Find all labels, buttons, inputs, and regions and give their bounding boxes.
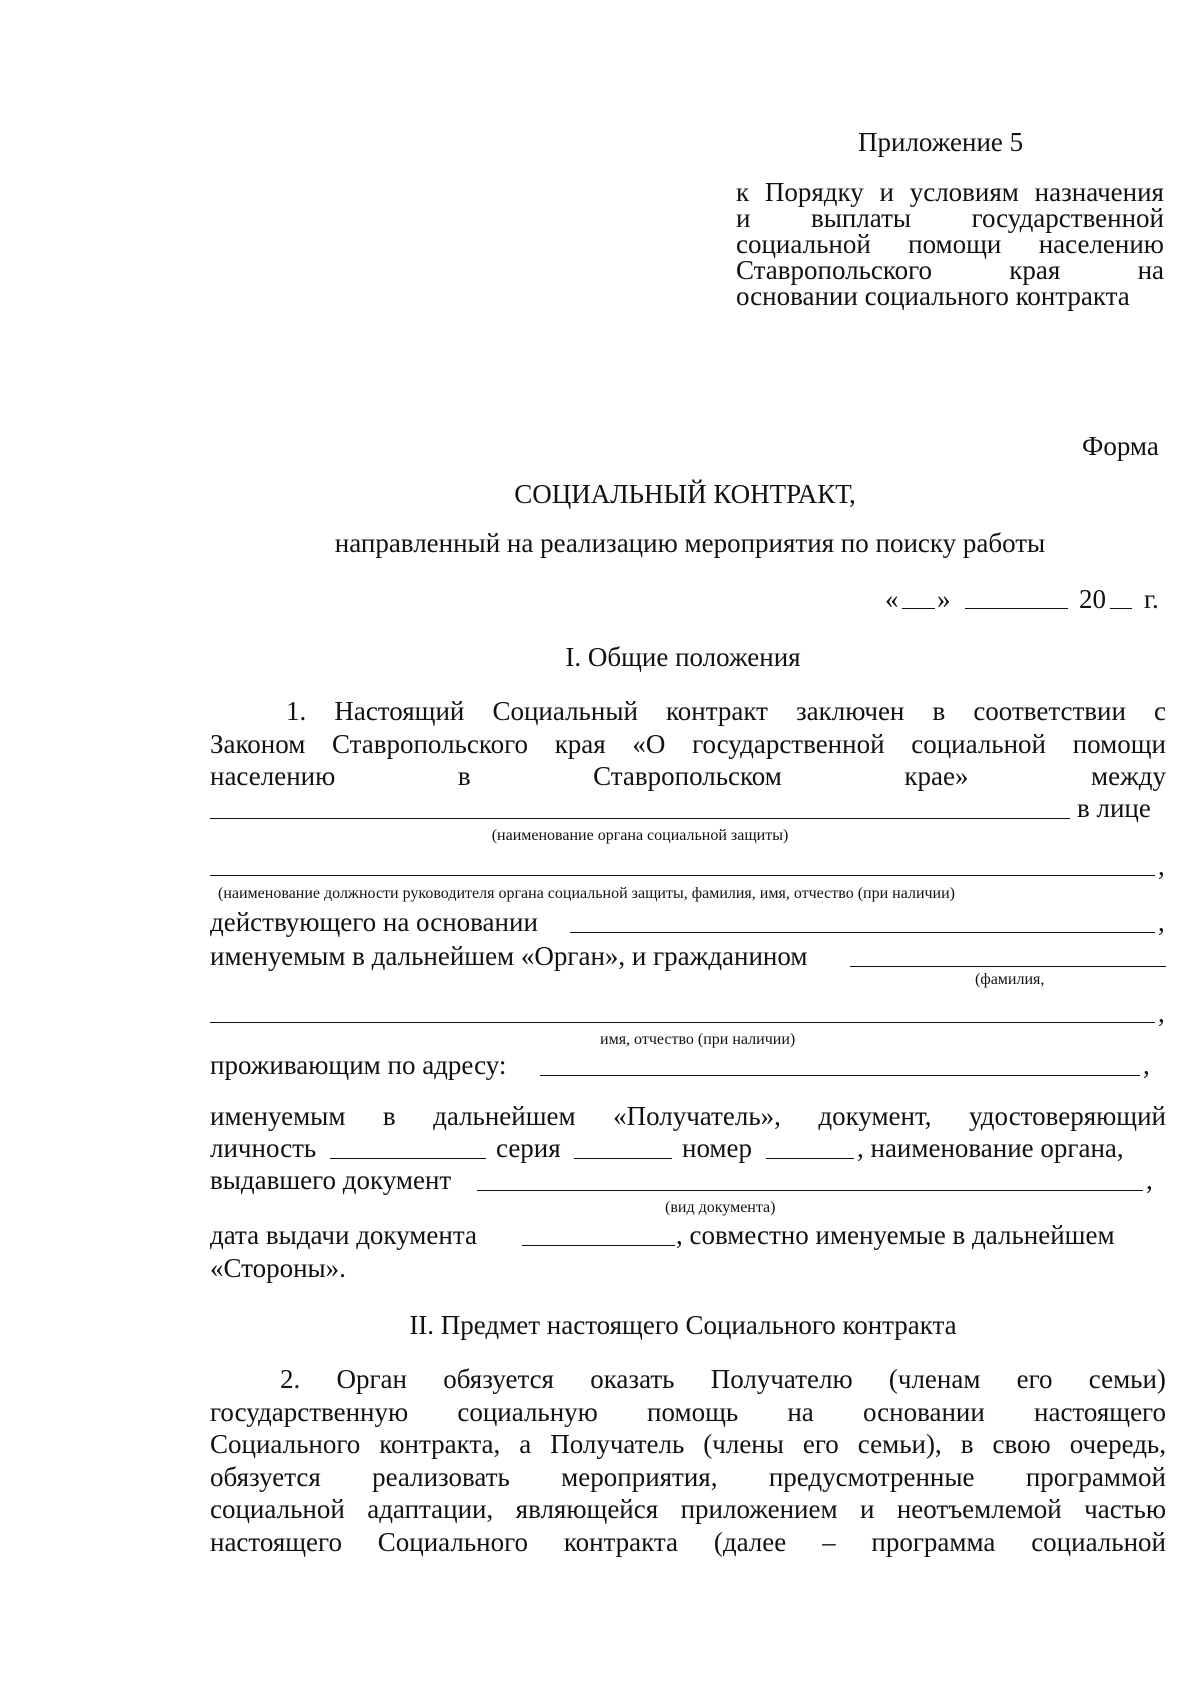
word: Законом: [210, 729, 306, 759]
word: документ,: [818, 1101, 932, 1131]
hint-surname: (фамилия,: [975, 971, 1045, 988]
named-organ-label: именуемым в дальнейшем «Орган», и гражданином: [210, 941, 808, 971]
word: помощь: [647, 1397, 739, 1427]
word: населению: [210, 761, 336, 791]
word: Получателю: [710, 1364, 853, 1394]
word: семьи): [1088, 1364, 1166, 1394]
hint-doc-type: (вид документа): [665, 1199, 776, 1216]
word: в: [932, 696, 946, 726]
paragraph-line: [286, 695, 1166, 727]
day-blank: [902, 608, 935, 609]
word: соответствии: [973, 696, 1126, 726]
document-page: Приложение 5 к Порядку и условиям назначения и выплаты государственной социальной помощи населению Ставропольского края на основании социального контракта Форма СОЦИАЛЬНЫЙ КОНТРАКТ, направленный на реализацию мероприятия по поиску работы « » 20 г. I. Общие положения 1. Настоящий Социальный контракт заключен в соответствии с Законом Ставропольского края «О государственной социальной помощи населению в Ставропольском крае» между в лице (наименование органа социальной защиты) , (наименование должности руководителя органа социальной защиты, фамилия, имя, отчество (при наличии) действующего на основании , именуемым в дальнейшем «Орган», и гражданином (фамилия, , имя, отчество (при наличии) проживающим по адресу: , именуемым в дальнейшем «Получатель», документ, удостоверяющий личность серия номер , наименование органа, выдавшего документ , (вид документа) дата выдачи документа , совместно именуемые в дальнейшем «Стороны». II. Предмет настоящего Социального контракта 2. Орган обязуется оказать Получателю (членам его семьи) государственную социальную помощь на основании настоящего Социального контракта, а Получатель (члены его семьи), в свою очередь, обязуется реализовать мероприятия, предусмотренные программой социальной адаптации, являющейся приложением и неотъемлемой частью настоящего Социального контракта (далее – программа социальной: [0, 0, 1200, 1695]
word: контракт: [666, 696, 768, 726]
hint-position: (наименование должности руководителя органа социальной защиты, фамилия, имя, отчество (при наличии): [218, 885, 956, 902]
doc-type-blank: [330, 1158, 486, 1159]
year-blank: [1110, 608, 1132, 609]
word: заключен: [795, 696, 905, 726]
word: Орган: [336, 1364, 407, 1394]
word: на: [1137, 255, 1164, 285]
paragraph-line: [210, 1100, 1166, 1132]
word: оказать: [590, 1364, 675, 1394]
form-label: Форма: [1082, 431, 1159, 461]
organ-name-blank: [210, 818, 1070, 819]
position-blank: [210, 875, 1155, 876]
month-blank: [965, 608, 1068, 609]
section-1-heading: I. Общие положения: [565, 642, 801, 672]
paragraph-line: [280, 1363, 1166, 1395]
word: социальной: [911, 729, 1047, 759]
word: Ставропольском: [593, 761, 782, 791]
word: края: [554, 729, 606, 759]
word: предусмотренные: [768, 1462, 975, 1492]
word: настоящего: [1034, 1397, 1166, 1427]
acting-label: действующего на основании: [210, 907, 538, 937]
word: Ставропольского: [331, 729, 528, 759]
hint-organ: (наименование органа социальной защиты): [491, 827, 789, 844]
paragraph-line: [210, 1526, 1166, 1558]
appendix-label: Приложение 5: [858, 127, 1024, 157]
word: мероприятия,: [561, 1462, 718, 1492]
paragraph-line: [210, 760, 1166, 792]
section-2-heading: II. Предмет настоящего Социального контракта: [409, 1310, 957, 1340]
word: с: [1153, 696, 1166, 726]
word: Порядку: [764, 177, 864, 207]
word: социальной: [1031, 1527, 1166, 1557]
word: программой: [1025, 1462, 1166, 1492]
word: помощи: [1072, 729, 1166, 759]
word: (членам: [888, 1364, 981, 1394]
word: на: [787, 1397, 814, 1427]
issuer-blank: [477, 1190, 1143, 1191]
word: Настоящий: [334, 696, 465, 726]
word: Социальный: [492, 696, 638, 726]
paragraph-line: Социального контракта, а Получатель (члены его семьи), в свою очередь,: [210, 1429, 1166, 1459]
issue-date-blank: [522, 1245, 675, 1246]
surname-blank: [850, 966, 1166, 967]
address-blank: [540, 1075, 1140, 1076]
word: и: [879, 177, 894, 207]
word: программа: [871, 1527, 996, 1557]
contract-subtitle: направленный на реализацию мероприятия по поиску работы: [334, 528, 1046, 558]
word: условиям: [909, 177, 1019, 207]
word: (далее: [713, 1527, 787, 1557]
word: контракта: [563, 1527, 679, 1557]
word: между: [1091, 761, 1166, 791]
word: реализовать: [372, 1462, 510, 1492]
word: основании: [862, 1397, 985, 1427]
word: настоящего: [210, 1527, 342, 1557]
word: к: [736, 177, 750, 207]
number-blank: [766, 1158, 854, 1159]
word: государственной: [692, 729, 885, 759]
word: Ставропольского: [736, 255, 933, 285]
name-blank: [210, 1022, 1155, 1023]
word: государственной: [971, 203, 1164, 233]
paragraph-line: [210, 1461, 1166, 1493]
word: и: [736, 203, 751, 233]
paragraph-line: [210, 728, 1166, 760]
word: дальнейшем: [433, 1101, 576, 1131]
word: назначения: [1034, 177, 1164, 207]
paragraph-line: [210, 1396, 1166, 1428]
word: помощи: [908, 229, 1002, 259]
word: социальную: [457, 1397, 598, 1427]
word: в: [382, 1101, 396, 1131]
word: Социального: [377, 1527, 529, 1557]
word: «Получатель»,: [613, 1101, 781, 1131]
word: населению: [1038, 229, 1164, 259]
word: –: [822, 1527, 836, 1557]
basis-blank: [570, 932, 1155, 933]
address-label: проживающим по адресу:: [210, 1050, 507, 1080]
word: удостоверяющий: [968, 1101, 1166, 1131]
series-blank: [574, 1158, 672, 1159]
paragraph-line: социальной адаптации, являющейся приложением и неотъемлемой частью: [210, 1494, 1166, 1524]
word: социальной: [736, 229, 871, 259]
word: его: [1016, 1364, 1053, 1394]
word: в: [457, 761, 471, 791]
word: 1.: [286, 696, 307, 726]
word: 2.: [280, 1364, 301, 1394]
word: крае»: [904, 761, 969, 791]
word: именуемым: [210, 1101, 346, 1131]
word: государственную: [210, 1397, 409, 1427]
word: обязуется: [443, 1364, 554, 1394]
word: обязуется: [210, 1462, 321, 1492]
word: «О: [632, 729, 666, 759]
ref-line: основании социального контракта: [736, 281, 1130, 311]
contract-title: СОЦИАЛЬНЫЙ КОНТРАКТ,: [514, 479, 856, 509]
hint-name: имя, отчество (при наличии): [600, 1031, 796, 1048]
word: края: [1009, 255, 1061, 285]
word: выплаты: [810, 203, 912, 233]
